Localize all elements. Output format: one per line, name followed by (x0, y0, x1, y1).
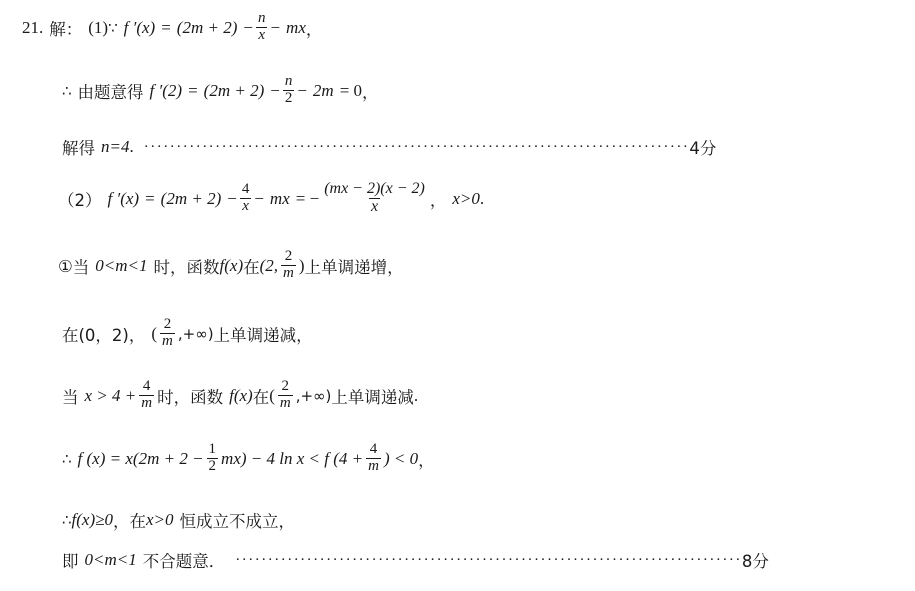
equals-zero: = 0 (339, 81, 363, 101)
fraction-4-over-m-2: $\frac{4}{m}$ (368, 441, 379, 474)
derivative-expr-lhs-2: f ′(x) (107, 189, 140, 209)
score-4-points: 4分 (689, 139, 717, 158)
fraction-1-over-2: $\frac{1}{2}$ (208, 441, 217, 474)
equals-1: = (161, 18, 171, 38)
when-text-1: 当 (72, 258, 90, 278)
solution-line-5 (58, 250, 404, 283)
function-text-1: 时，函数 (153, 258, 220, 278)
fx-2: f(x) (229, 386, 253, 406)
part-label-1: (1) (88, 18, 109, 38)
interval-close-1: ) (298, 256, 305, 276)
condition-x-gt-0: x>0 (145, 510, 174, 529)
term-2m-plus-2: (2m + 2) (176, 18, 238, 38)
decreasing-text-1: 上单调递减， (213, 326, 313, 346)
derivative-expr-lhs: f ′(x) (123, 18, 156, 38)
derivative-at-2-lhs: f ′(2) (149, 81, 183, 101)
score-8-points: 8分 (741, 552, 769, 571)
then-function-text: 时，函数 (157, 388, 224, 408)
fraction-n-over-2: $\frac{n}{2}$ (284, 73, 293, 106)
x-gt-4-plus: x > 4 + (84, 386, 137, 406)
by-condition-text: 由题意得 (77, 83, 144, 103)
bullet-1: ① (58, 256, 73, 276)
solution-line-3 (62, 135, 716, 159)
domain-condition: x>0 (452, 189, 480, 209)
n-equals-4: n=4 (101, 137, 130, 156)
term-mx: mx (286, 18, 306, 38)
fx-expansion-3: ) < 0 (383, 449, 419, 469)
period-3: . (129, 137, 134, 156)
solution-line-9 (62, 508, 295, 532)
comma-1: ， (305, 20, 323, 40)
decreasing-text-2: 上单调递减 (331, 388, 414, 408)
fx-expansion-2: mx) − 4 ln x < f (4 + (221, 449, 364, 469)
interval-close-2: ,+∞) (177, 325, 214, 344)
fraction-4-over-x: $\frac{4}{x}$ (241, 181, 250, 214)
therefore-symbol-8: ∴ (62, 450, 72, 469)
interval-0-2: (0，2)， (78, 326, 146, 346)
interval-open-2: ( (151, 324, 158, 344)
fx-expansion: f (x) = x(2m + 2 − (77, 449, 204, 469)
leader-dots-1: ···················································································· (143, 138, 690, 155)
minus-1: − (243, 18, 253, 38)
at-text-3: 在 (252, 388, 270, 408)
solution-line-8 (62, 443, 435, 476)
question-number-text: 21. (22, 18, 44, 38)
fraction-2-over-m-2: $\frac{2}{m}$ (162, 316, 173, 349)
equals-neg: = − (295, 189, 320, 209)
contradiction-text: 不合题意． (142, 552, 226, 571)
range-m-1: 0<m<1 (95, 256, 148, 276)
interval-open-3: ( (269, 386, 275, 406)
fraction-2-over-m-3: $\frac{2}{m}$ (279, 378, 291, 411)
fraction-n-over-x: $\frac{n}{x}$ (257, 10, 266, 43)
term-2m: 2m (312, 81, 334, 101)
solution-line-10 (62, 548, 769, 572)
minus-3: − (270, 81, 280, 101)
solution-line-6 (62, 318, 313, 351)
solution-line-2 (62, 75, 379, 108)
term-mx-2: mx (269, 189, 290, 209)
interval-open-1: (2, (259, 256, 279, 276)
minus-4: − (297, 81, 307, 101)
interval-close-3: ,+∞) (295, 387, 332, 406)
solution-line-7 (62, 380, 418, 413)
comma-2: ， (362, 83, 379, 103)
at-text-1: 在 (243, 258, 260, 278)
fraction-2-over-m-1: $\frac{2}{m}$ (283, 248, 294, 281)
period-4: . (479, 189, 485, 209)
not-always-true-text: 恒成立不成立， (179, 512, 295, 531)
minus-5: − (227, 189, 237, 209)
increasing-text-1: 上单调递增， (304, 258, 404, 278)
solution-line-1 (22, 12, 322, 45)
fraction-4-over-m-1: $\frac{4}{m}$ (141, 378, 153, 411)
term-2m-plus-2-c: (2m + 2) (160, 189, 222, 209)
solution-label: 解： (49, 20, 83, 40)
minus-6: − (254, 189, 264, 209)
fraction-factored: $\frac{(mx - 2)(x - 2)}{x}$ (324, 180, 425, 215)
comma-8: ， (418, 451, 435, 471)
when-text-2: 当 (62, 388, 79, 408)
therefore-symbol-2: ∴ (62, 82, 72, 101)
range-m-2: 0<m<1 (84, 550, 137, 569)
term-2m-plus-2-b: (2m + 2) (203, 81, 265, 101)
minus-2: − (270, 18, 281, 38)
because-symbol-1: ∵ (108, 19, 118, 38)
fx-geq-0: f(x)≥0 (71, 510, 113, 529)
therefore-symbol-9: ∴ (62, 511, 72, 529)
solve-text: 解得 (62, 139, 95, 158)
equals-4: = (145, 189, 155, 209)
comma-4: ， (429, 191, 447, 211)
at-text-2: 在 (62, 326, 79, 346)
period-7: . (413, 386, 419, 406)
at-text-4: ，在 (112, 512, 146, 531)
that-is-text: 即 (62, 552, 79, 571)
part-label-2: （2） (58, 191, 102, 211)
solution-line-4 (58, 182, 484, 217)
fx-1: f(x) (219, 256, 244, 276)
leader-dots-2: ·············································································· (235, 551, 742, 568)
equals-2: = (188, 81, 198, 101)
